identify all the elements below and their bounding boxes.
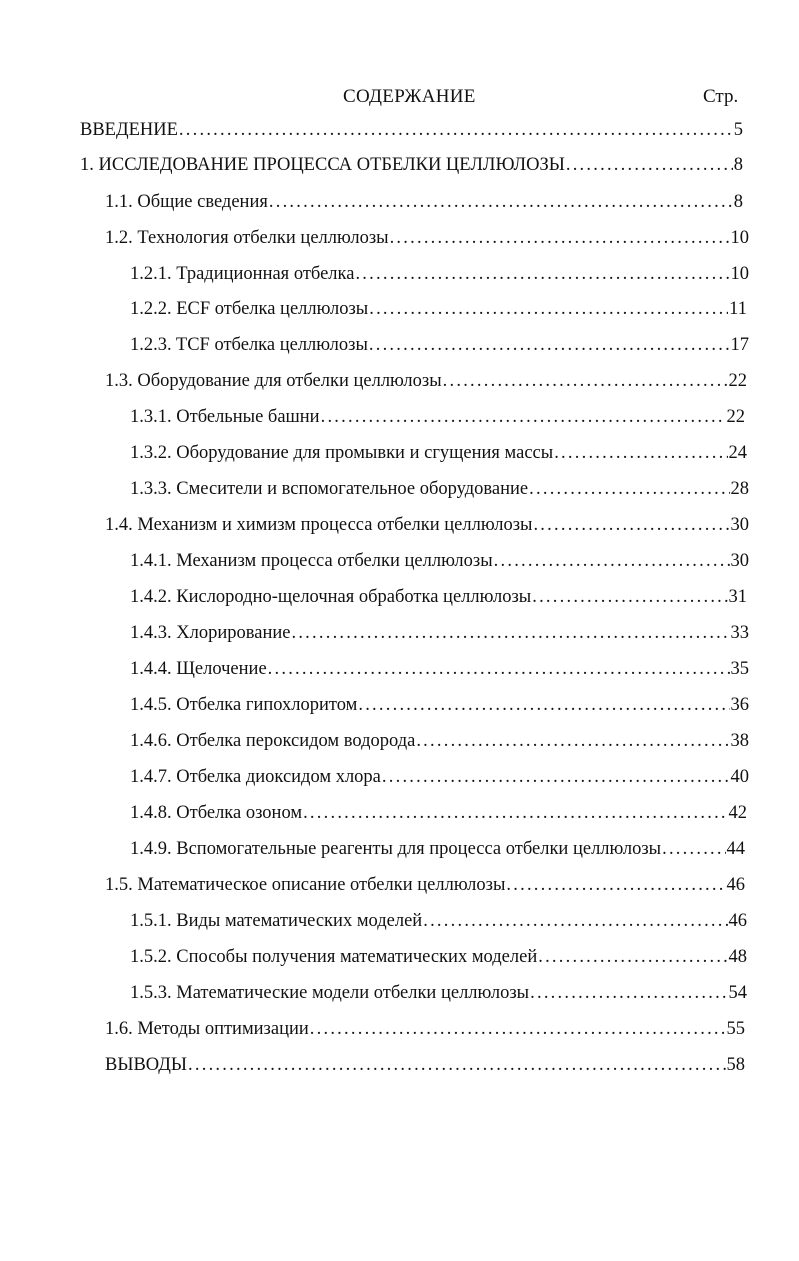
toc-entry-label: 1.2.3. TCF отбелка целлюлозы <box>130 335 368 355</box>
toc-entry-label: 1.5.1. Виды математических моделей <box>130 911 423 931</box>
toc-entry-label: 1.5.3. Математические модели отбелки целлюлозы <box>130 983 530 1003</box>
toc-entry-page: 10 <box>730 264 749 284</box>
dot-leader <box>369 299 728 320</box>
toc-entry-1-1[interactable] <box>105 192 743 220</box>
toc-entry-1-3[interactable] <box>105 371 747 399</box>
toc-entry-1-4-6[interactable] <box>130 731 749 759</box>
page-column-label: Стр. <box>703 86 739 107</box>
toc-entry-label: 1.5.2. Способы получения математических моделей <box>130 947 538 967</box>
toc-entry-page: 54 <box>728 983 747 1003</box>
toc-entry-label: ВВЕДЕНИЕ <box>80 120 178 140</box>
toc-entry-1-4-5[interactable] <box>130 695 749 723</box>
toc-entry-1-4[interactable] <box>105 515 749 543</box>
toc-entry-page: 55 <box>726 1019 745 1039</box>
dot-leader <box>506 875 725 896</box>
toc-entry-page: 5 <box>733 120 743 140</box>
dot-leader <box>566 155 733 176</box>
dot-leader <box>355 264 729 285</box>
toc-entry-page: 40 <box>730 767 749 787</box>
toc-entry-1-3-3[interactable] <box>130 479 749 507</box>
dot-leader <box>538 947 727 968</box>
toc-entry-label: 1. ИССЛЕДОВАНИЕ ПРОЦЕССА ОТБЕЛКИ ЦЕЛЛЮЛОЗЫ <box>80 155 565 175</box>
toc-entry-introduction[interactable] <box>80 120 743 148</box>
toc-entry-page: 8 <box>733 155 743 175</box>
toc-entry-label: 1.3.2. Оборудование для промывки и сгущения массы <box>130 443 554 463</box>
dot-leader <box>423 911 727 932</box>
dot-leader <box>303 803 727 824</box>
toc-entry-label: 1.3. Оборудование для отбелки целлюлозы <box>105 371 442 391</box>
toc-entry-label: 1.4. Механизм и химизм процесса отбелки целлюлозы <box>105 515 533 535</box>
toc-entry-label: 1.4.6. Отбелка пероксидом водорода <box>130 731 416 751</box>
toc-entry-1-4-1[interactable] <box>130 551 749 579</box>
toc-entry-label: 1.4.3. Хлорирование <box>130 623 291 643</box>
dot-leader <box>369 335 730 356</box>
toc-entry-1-3-2[interactable] <box>130 443 747 471</box>
dot-leader <box>494 551 730 572</box>
toc-entry-label: 1.4.4. Щелочение <box>130 659 267 679</box>
toc-entry-page: 38 <box>730 731 749 751</box>
toc-entry-page: 11 <box>729 299 747 319</box>
toc-entry-page: 36 <box>730 695 749 715</box>
dot-leader <box>416 731 729 752</box>
toc-entry-1-2-2[interactable] <box>130 299 747 327</box>
toc-entry-page: 46 <box>726 875 745 895</box>
dot-leader <box>321 407 726 428</box>
toc-entry-page: 48 <box>728 947 747 967</box>
toc-entry-label: 1.2.1. Традиционная отбелка <box>130 264 355 284</box>
dot-leader <box>310 1019 726 1040</box>
toc-entry-label: 1.5. Математическое описание отбелки целлюлозы <box>105 875 506 895</box>
toc-entry-page: 8 <box>733 192 743 212</box>
toc-entry-1-5-3[interactable] <box>130 983 747 1011</box>
toc-entry-page: 22 <box>728 371 747 391</box>
toc-entry-1-5-1[interactable] <box>130 911 747 939</box>
toc-entry-label: 1.1. Общие сведения <box>105 192 268 212</box>
toc-entry-page: 22 <box>726 407 745 427</box>
toc-entry-page: 42 <box>728 803 747 823</box>
toc-entry-1-5[interactable] <box>105 875 745 903</box>
dot-leader <box>268 659 730 680</box>
toc-entry-page: 58 <box>726 1055 745 1075</box>
toc-entry-label: 1.4.2. Кислородно-щелочная обработка целлюлозы <box>130 587 532 607</box>
dot-leader <box>188 1055 725 1076</box>
dot-leader <box>390 228 730 249</box>
toc-entry-1-4-9[interactable] <box>130 839 745 867</box>
toc-entry-label: 1.4.7. Отбелка диоксидом хлора <box>130 767 381 787</box>
toc-entry-label: 1.3.1. Отбельные башни <box>130 407 320 427</box>
dot-leader <box>179 120 733 141</box>
dot-leader <box>358 695 729 716</box>
dot-leader <box>382 767 730 788</box>
toc-entry-label: 1.2.2. ECF отбелка целлюлозы <box>130 299 369 319</box>
toc-entry-label: 1.6. Методы оптимизации <box>105 1019 309 1039</box>
toc-entry-page: 28 <box>730 479 749 499</box>
toc-entry-page: 10 <box>730 228 749 248</box>
toc-entry-label: 1.4.9. Вспомогательные реагенты для процесса отбелки целлюлозы <box>130 839 662 859</box>
toc-entry-page: 44 <box>726 839 745 859</box>
dot-leader <box>529 479 729 500</box>
toc-heading <box>0 86 799 114</box>
toc-entry-page: 35 <box>730 659 749 679</box>
toc-entry-page: 31 <box>728 587 747 607</box>
toc-entry-label: ВЫВОДЫ <box>105 1055 188 1075</box>
toc-entry-label: 1.4.1. Механизм процесса отбелки целлюлозы <box>130 551 493 571</box>
toc-entry-1-4-2[interactable] <box>130 587 747 615</box>
dot-leader <box>662 839 725 860</box>
toc-entry-1-4-7[interactable] <box>130 767 749 795</box>
dot-leader <box>533 515 729 536</box>
toc-entry-page: 46 <box>728 911 747 931</box>
toc-entry-1-2-3[interactable] <box>130 335 749 363</box>
dot-leader <box>530 983 727 1004</box>
toc-entry-label: 1.2. Технология отбелки целлюлозы <box>105 228 389 248</box>
toc-entry-1-3-1[interactable] <box>130 407 745 435</box>
toc-entry-label: 1.3.3. Смесители и вспомогательное оборудование <box>130 479 529 499</box>
toc-entry-1-6[interactable] <box>105 1019 745 1047</box>
dot-leader <box>532 587 727 608</box>
toc-entry-1-4-4[interactable] <box>130 659 749 687</box>
toc-entry-page: 17 <box>730 335 749 355</box>
toc-entry-1-2-1[interactable] <box>130 264 749 292</box>
toc-entry-1-5-2[interactable] <box>130 947 747 975</box>
toc-entry-1-2[interactable] <box>105 228 749 256</box>
toc-entry-page: 30 <box>730 515 749 535</box>
dot-leader <box>554 443 727 464</box>
toc-entry-page: 33 <box>730 623 749 643</box>
dot-leader <box>291 623 729 644</box>
toc-entry-conclusions[interactable] <box>105 1055 745 1083</box>
dot-leader <box>269 192 733 213</box>
toc-entry-1-4-8[interactable] <box>130 803 747 831</box>
toc-entry-chapter-1[interactable] <box>80 155 743 183</box>
dot-leader <box>443 371 728 392</box>
toc-entry-label: 1.4.5. Отбелка гипохлоритом <box>130 695 358 715</box>
page-title: СОДЕРЖАНИЕ <box>343 86 476 107</box>
toc-entry-page: 24 <box>728 443 747 463</box>
toc-entry-page: 30 <box>730 551 749 571</box>
toc-entry-label: 1.4.8. Отбелка озоном <box>130 803 303 823</box>
toc-entry-1-4-3[interactable] <box>130 623 749 651</box>
